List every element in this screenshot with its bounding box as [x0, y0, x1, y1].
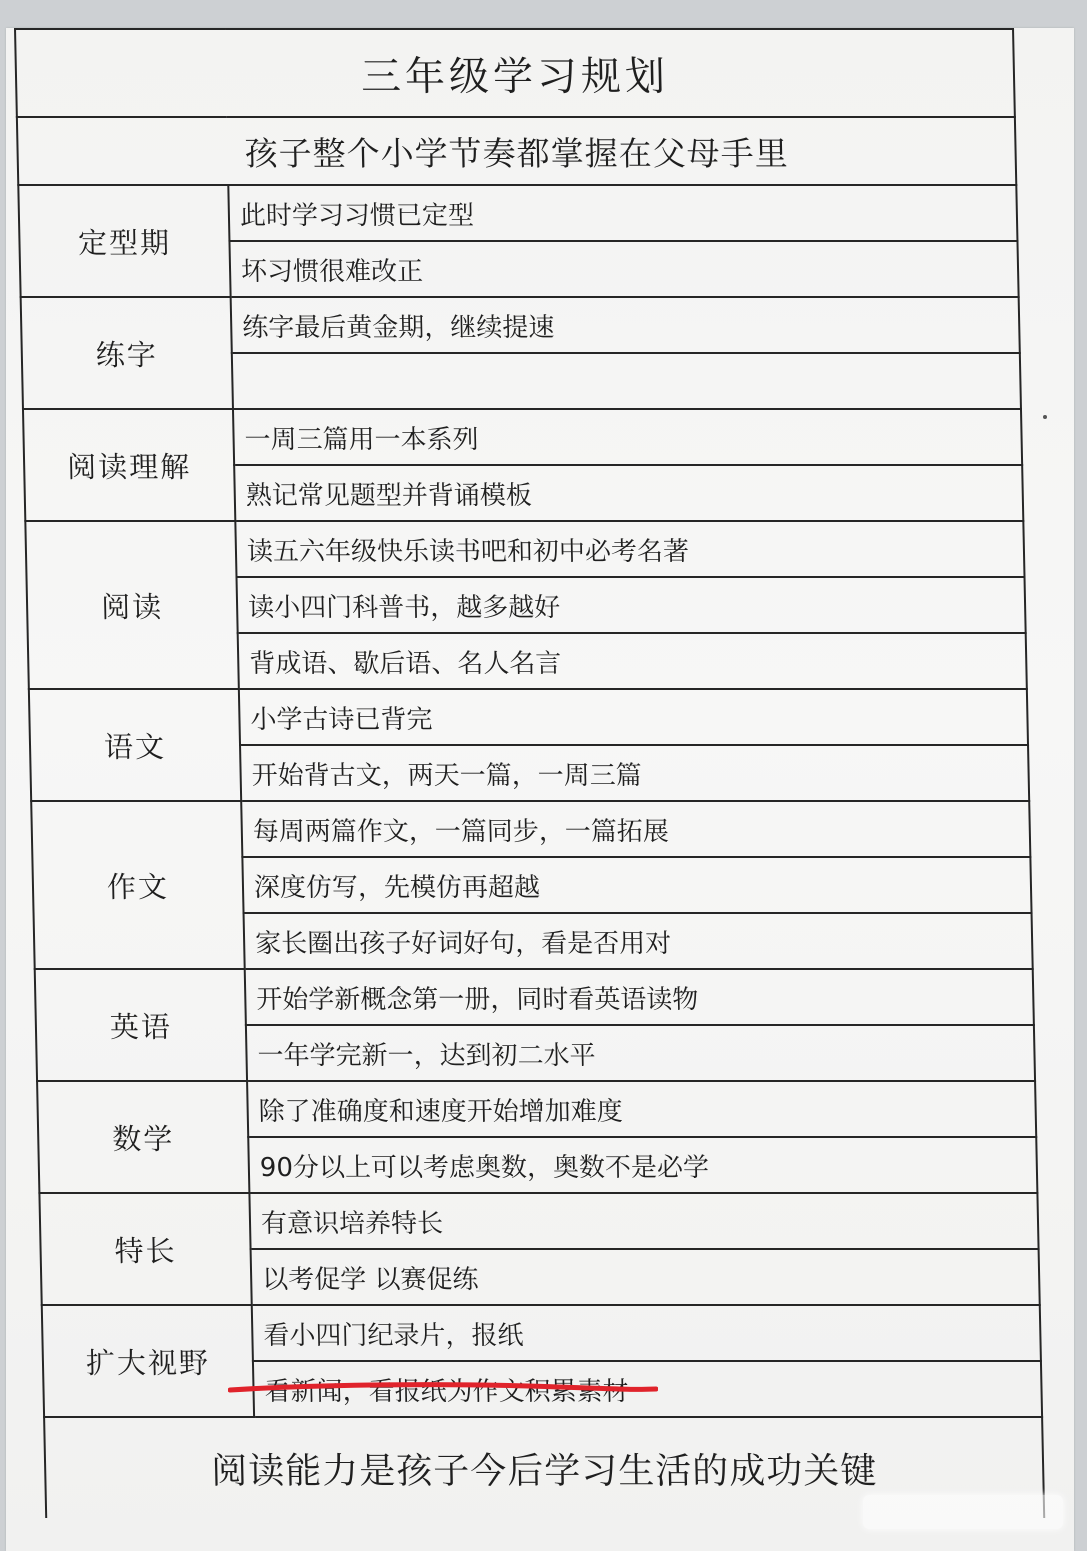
table-row — [25, 521, 1024, 577]
category-cell: 作文 — [31, 801, 245, 969]
category-cell: 语文 — [29, 689, 241, 801]
paper-sheet — [6, 28, 1074, 1551]
subtitle-row — [17, 117, 1016, 185]
item-cell: 一年学完新一，达到初二水平 — [246, 1025, 1035, 1081]
item-cell: 小学古诗已背完 — [239, 689, 1028, 745]
doc-footer: 阅读能力是孩子今后学习生活的成功关键 — [44, 1417, 1044, 1518]
plan-table — [14, 28, 1045, 1518]
table-row — [35, 969, 1034, 1025]
empty-item-cell — [232, 353, 1021, 409]
item-cell: 熟记常见题型并背诵模板 — [234, 465, 1023, 521]
table-row — [39, 1193, 1038, 1249]
item-cell: 有意识培养特长 — [249, 1193, 1038, 1249]
title-row — [15, 29, 1015, 117]
item-cell: 每周两篇作文，一篇同步，一篇拓展 — [241, 801, 1030, 857]
table-row — [23, 409, 1022, 465]
category-cell: 阅读理解 — [23, 409, 235, 521]
table-row — [29, 689, 1028, 745]
watermark-blur — [863, 1495, 1063, 1529]
item-cell: 除了准确度和速度开始增加难度 — [247, 1081, 1036, 1137]
table-row — [18, 185, 1017, 241]
table-row — [21, 297, 1020, 353]
highlighted-item-cell: 看小四门纪录片，报纸 — [252, 1305, 1041, 1361]
item-cell: 90分以上可以考虑奥数，奥数不是必学 — [248, 1137, 1037, 1193]
red-underline-mark — [228, 1381, 658, 1395]
category-cell: 扩大视野 — [42, 1305, 254, 1417]
item-cell: 练字最后黄金期，继续提速 — [231, 297, 1020, 353]
table-row — [31, 801, 1030, 857]
item-cell: 家长圈出孩子好词好句，看是否用对 — [244, 913, 1033, 969]
item-cell: 一周三篇用一本系列 — [233, 409, 1022, 465]
item-cell: 开始学新概念第一册，同时看英语读物 — [245, 969, 1034, 1025]
category-cell: 数学 — [37, 1081, 249, 1193]
item-cell: 读五六年级快乐读书吧和初中必考名著 — [235, 521, 1024, 577]
category-cell: 阅读 — [25, 521, 239, 689]
paper-speck — [1043, 415, 1047, 419]
doc-subtitle: 孩子整个小学节奏都掌握在父母手里 — [17, 117, 1016, 185]
doc-title: 三年级学习规划 — [15, 29, 1015, 117]
item-cell: 看新闻，看报纸为作文积累素材 — [253, 1361, 1042, 1417]
item-cell: 开始背古文，两天一篇，一周三篇 — [240, 745, 1029, 801]
category-cell: 特长 — [39, 1193, 251, 1305]
item-cell: 以考促学 以赛促练 — [251, 1249, 1040, 1305]
plan-document — [14, 28, 1045, 1518]
category-cell: 英语 — [35, 969, 247, 1081]
item-cell: 坏习惯很难改正 — [229, 241, 1018, 297]
item-cell: 深度仿写，先模仿再超越 — [242, 857, 1031, 913]
category-cell: 练字 — [21, 297, 233, 409]
item-cell: 此时学习习惯已定型 — [228, 185, 1017, 241]
table-row — [42, 1305, 1041, 1361]
category-cell: 定型期 — [18, 185, 230, 297]
item-cell: 读小四门科普书，越多越好 — [236, 577, 1025, 633]
item-cell: 背成语、歇后语、名人名言 — [238, 633, 1027, 689]
table-row — [37, 1081, 1036, 1137]
